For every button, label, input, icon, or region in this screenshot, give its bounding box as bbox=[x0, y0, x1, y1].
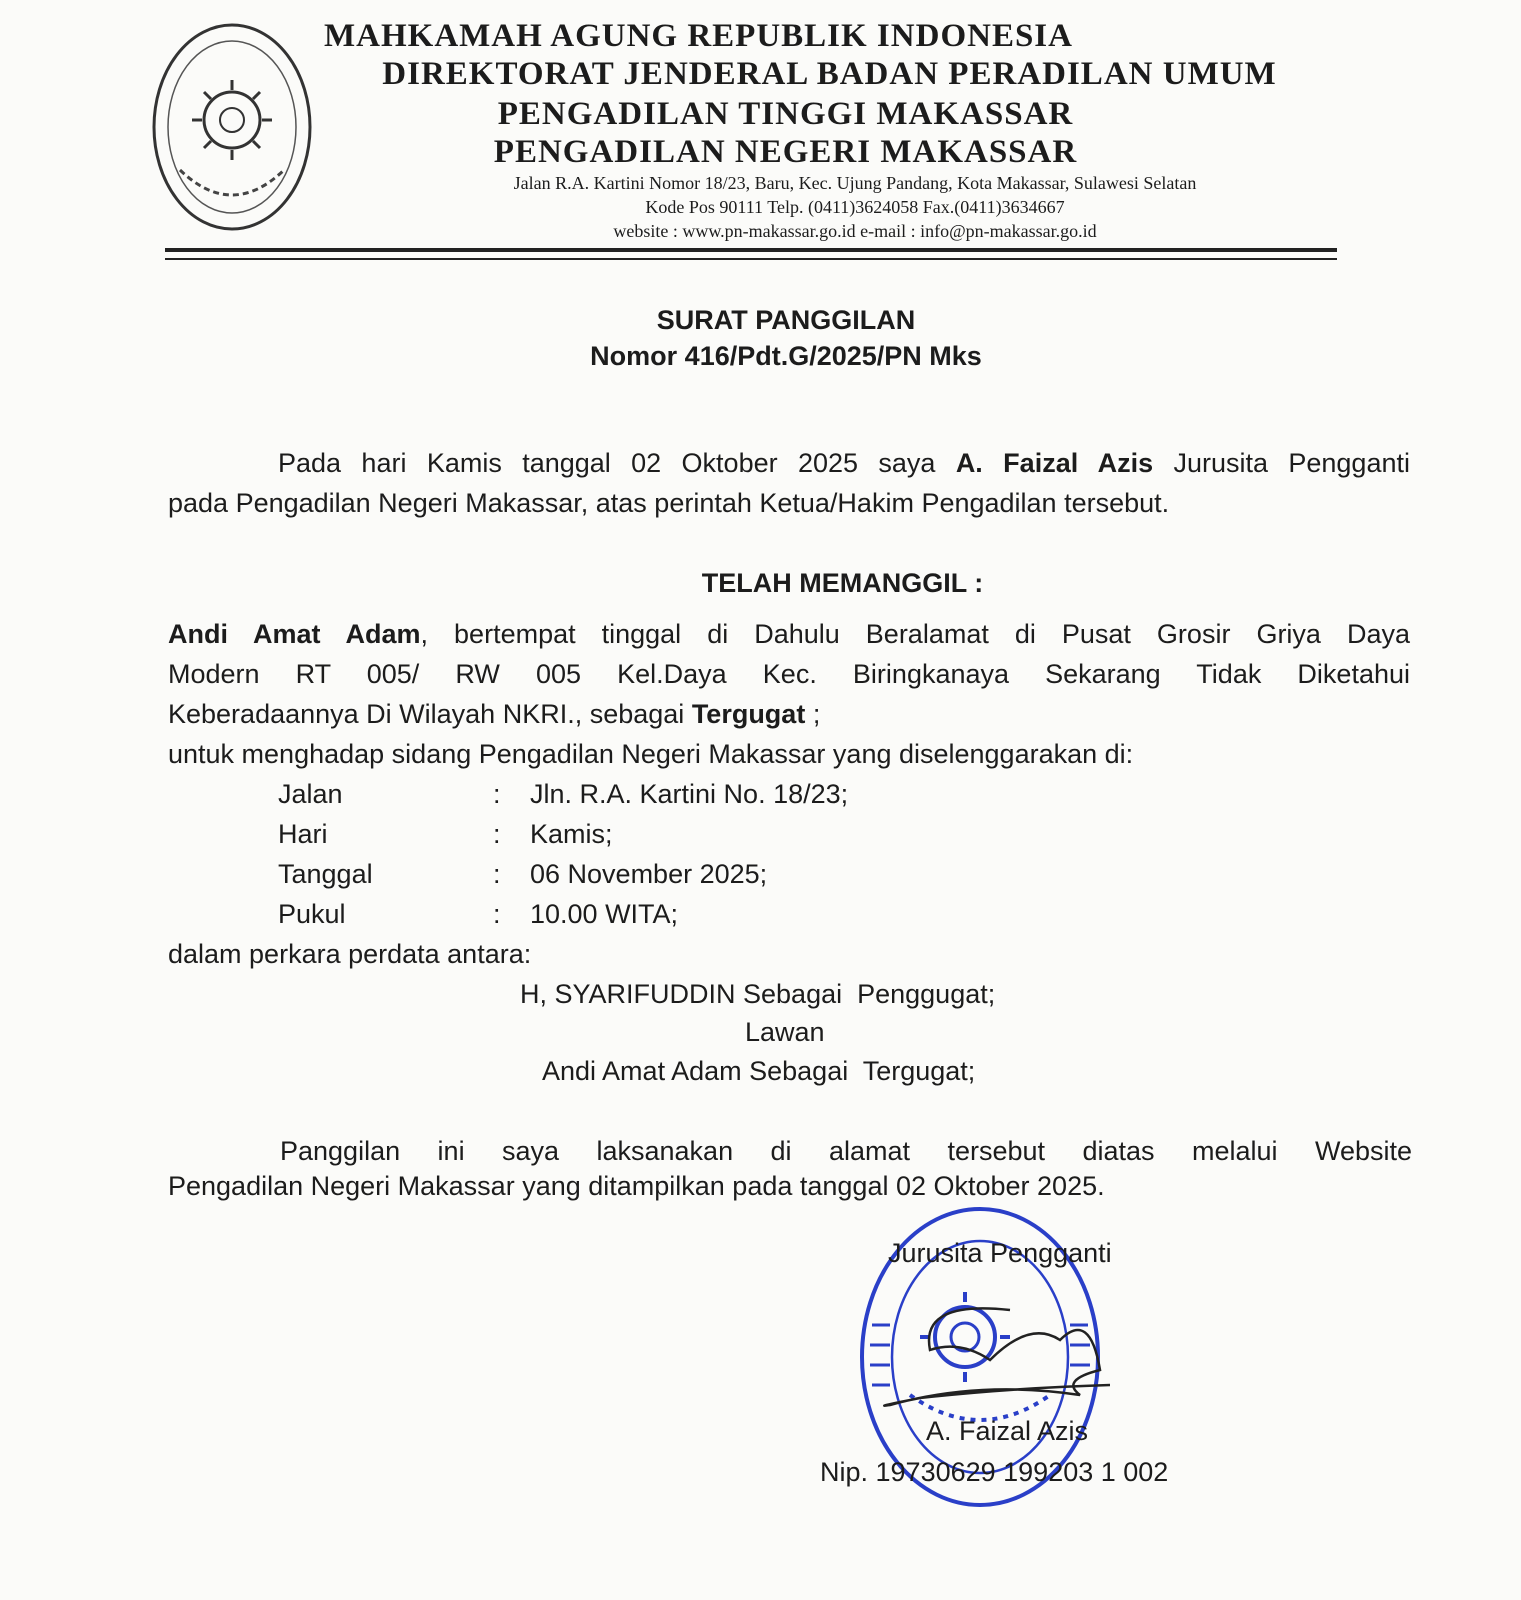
hearing-value: 06 November 2025; bbox=[530, 859, 768, 889]
closing-line-1: Panggilan ini saya laksanakan di alamat tersebut diatas melalui Website bbox=[280, 1136, 1412, 1166]
letterhead-web: website : www.pn-makassar.go.id e-mail : info@pn-makassar.go.id bbox=[613, 221, 1097, 241]
case-intro: dalam perkara perdata antara: bbox=[168, 939, 532, 969]
handwritten-signature bbox=[860, 1280, 1130, 1410]
signature-nip: Nip. 19730629 199203 1 002 bbox=[820, 1457, 1169, 1487]
hearing-intro: untuk menghadap sidang Pengadilan Negeri Makassar yang diselenggarakan di: bbox=[168, 739, 1134, 769]
colon: : bbox=[493, 859, 501, 889]
letter-title: SURAT PANGGILAN bbox=[656, 305, 916, 335]
hearing-label: Hari bbox=[278, 819, 328, 849]
hearing-label: Jalan bbox=[278, 779, 343, 809]
closing-line-2: Pengadilan Negeri Makassar yang ditampilkan pada tanggal 02 Oktober 2025. bbox=[168, 1171, 1105, 1201]
party-line-1: Andi Amat Adam, bertempat tinggal di Dahulu Beralamat di Pusat Grosir Griya Daya bbox=[168, 619, 1410, 649]
intro-line-2: pada Pengadilan Negeri Makassar, atas perintah Ketua/Hakim Pengadilan tersebut. bbox=[168, 488, 1170, 518]
hearing-value: Kamis; bbox=[530, 819, 613, 849]
header-rule-thick bbox=[165, 248, 1337, 252]
letterhead-line-2: DIREKTORAT JENDERAL BADAN PERADILAN UMUM bbox=[382, 56, 1277, 92]
signature-position: Jurusita Pengganti bbox=[888, 1238, 1112, 1268]
intro-line-1: Pada hari Kamis tanggal 02 Oktober 2025 saya A. Faizal Azis Jurusita Pengganti bbox=[278, 448, 1410, 478]
letterhead-line-3: PENGADILAN TINGGI MAKASSAR bbox=[497, 96, 1074, 132]
colon: : bbox=[493, 819, 501, 849]
signature-name: A. Faizal Azis bbox=[926, 1416, 1089, 1446]
hearing-value: 10.00 WITA; bbox=[530, 899, 679, 929]
header-rule-thin bbox=[165, 258, 1337, 260]
hearing-label: Pukul bbox=[278, 899, 346, 929]
letterhead-address: Jalan R.A. Kartini Nomor 18/23, Baru, Kec. Ujung Pandang, Kota Makassar, Sulawesi Selatan bbox=[513, 173, 1197, 193]
letterhead-contact: Kode Pos 90111 Telp. (0411)3624058 Fax.(0411)3634667 bbox=[645, 197, 1065, 217]
party-line-3: Keberadaannya Di Wilayah NKRI., sebagai Tergugat ; bbox=[168, 699, 821, 729]
versus-line: Lawan bbox=[745, 1017, 825, 1047]
plaintiff-line: H, SYARIFUDDIN Sebagai Penggugat; bbox=[520, 979, 996, 1009]
colon: : bbox=[493, 779, 501, 809]
defendant-line: Andi Amat Adam Sebagai Tergugat; bbox=[542, 1056, 976, 1086]
called-heading: TELAH MEMANGGIL : bbox=[701, 568, 984, 598]
party-line-2: Modern RT 005/ RW 005 Kel.Daya Kec. Biringkanaya Sekarang Tidak Diketahui bbox=[168, 659, 1410, 689]
letterhead-line-1: MAHKAMAH AGUNG REPUBLIK INDONESIA bbox=[324, 18, 1073, 54]
colon: : bbox=[493, 899, 501, 929]
letter-number: Nomor 416/Pdt.G/2025/PN Mks bbox=[590, 341, 982, 371]
hearing-label: Tanggal bbox=[278, 859, 373, 889]
hearing-value: Jln. R.A. Kartini No. 18/23; bbox=[530, 779, 849, 809]
letterhead-line-4: PENGADILAN NEGERI MAKASSAR bbox=[493, 134, 1078, 170]
